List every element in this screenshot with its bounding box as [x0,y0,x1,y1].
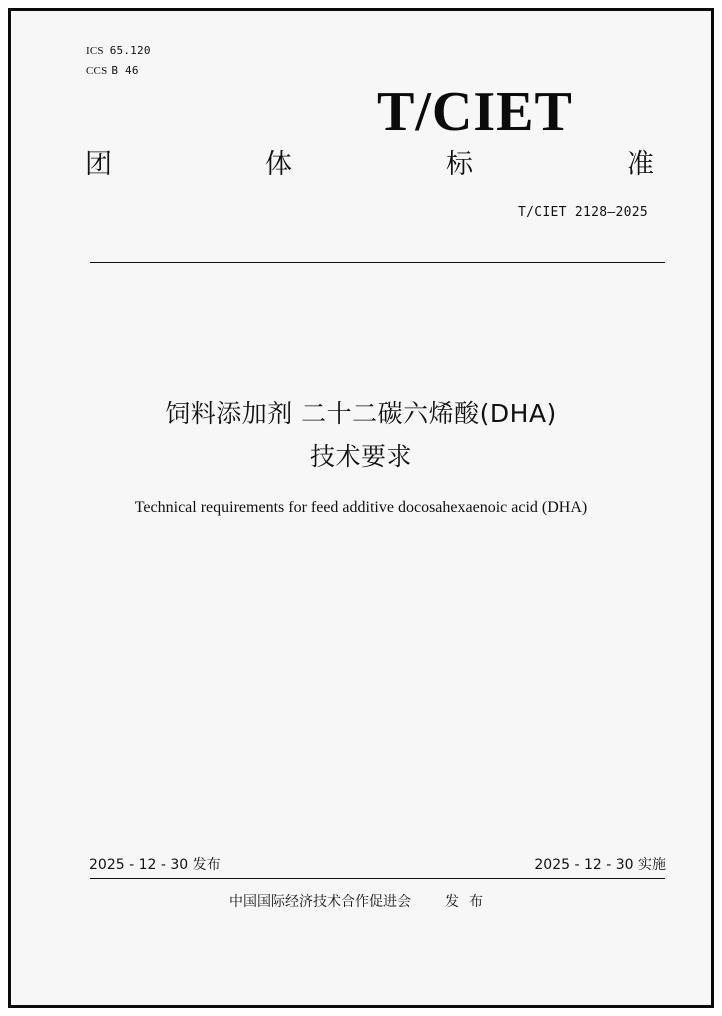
standard-type-char-3: 标 [446,149,473,180]
ics-code: 65.120 [109,44,151,57]
standard-type-char-1: 团 [85,149,112,180]
standard-number: T/CIET 2128—2025 [517,205,648,220]
ccs-code: B 46 [111,64,139,77]
standard-type-char-2: 体 [265,149,292,180]
ccs-label: CCS [86,65,108,77]
standard-type-char-4: 准 [627,149,654,180]
bottom-divider [90,878,665,879]
implementation-date: 2025 - 12 - 30 实施 [534,857,666,873]
title-chinese-line-1: 饲料添加剂 二十二碳六烯酸(DHA) [165,399,557,428]
publisher-line [0,892,722,912]
title-chinese-line-2: 技术要求 [309,442,412,471]
publisher-verb: 发布 [445,894,493,910]
title-english: Technical requirements for feed additive docosahexaenoic acid (DHA) [134,499,588,516]
issue-date: 2025 - 12 - 30 发布 [89,857,221,873]
ics-label: ICS [86,45,104,57]
top-divider [90,262,665,263]
ccs-line [86,64,139,77]
ics-line [86,44,151,57]
publisher-organization: 中国国际经济技术合作促进会 [229,894,411,910]
organization-logo: T/CIET [377,81,573,143]
